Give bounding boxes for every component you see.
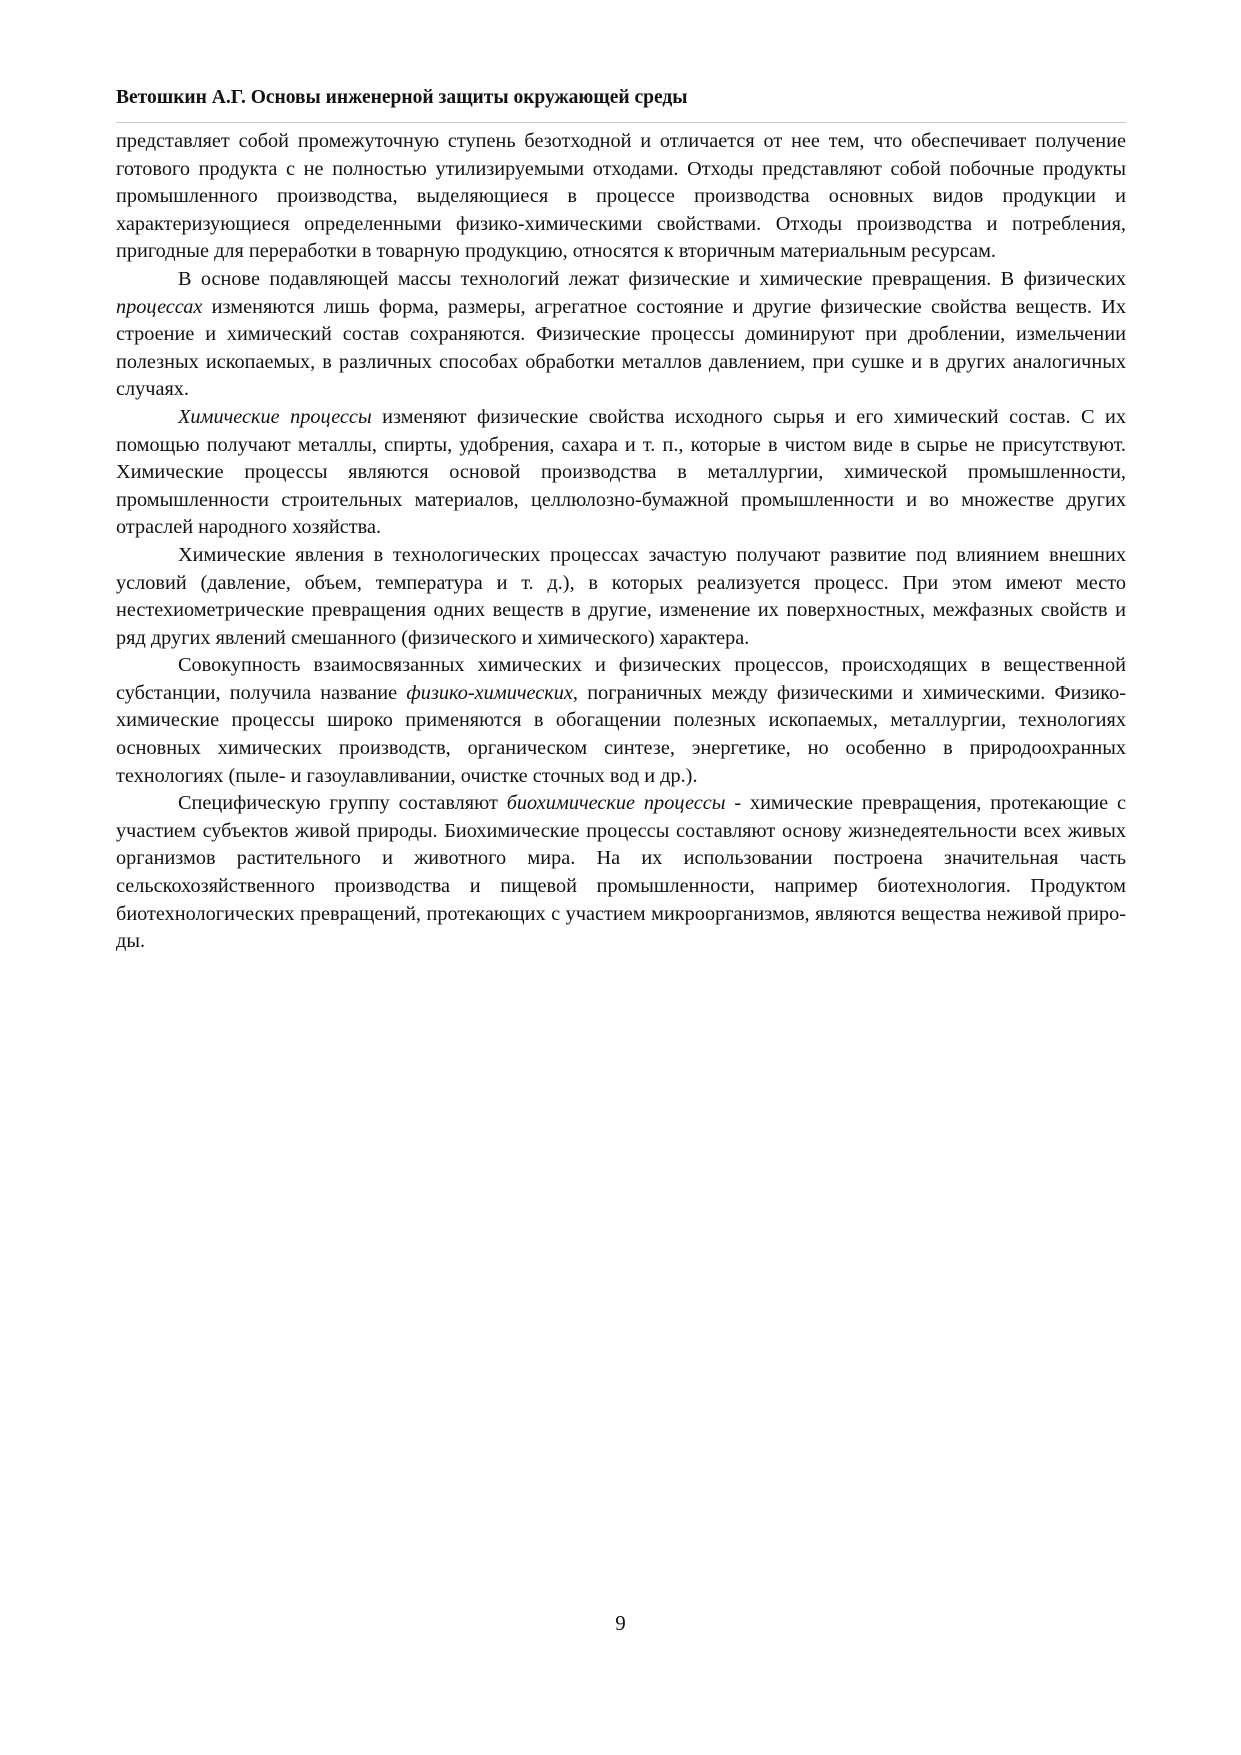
text-segment: изменяют физические свойства исходного сырья и его химический состав. С их помощью получают металлы, спирты, удобрения, сахара и т. п., которые в чистом виде в сырье не присутствуют. Химические процессы являются основой производства в металлургии, химической промышленности, промышленности строительных материалов, целлюлозно-бумажной промышленности и во множестве других отраслей народного хозяйства. <box>116 405 1127 539</box>
paragraph <box>116 266 1126 404</box>
text-segment: В основе подавляющей массы технологий лежат физические и химические превращения. В физических <box>178 267 1126 290</box>
italic-term: физико-химических <box>406 681 573 704</box>
italic-term: процессах <box>116 295 203 318</box>
paragraph <box>116 652 1126 790</box>
paragraph <box>116 128 1126 266</box>
running-header: Ветошкин А.Г. Основы инженерной защиты окружающей среды <box>116 87 688 108</box>
text-segment: Совокупность взаимосвязанных химических и физических процессов, происходящих в вещественной субстанции, получила название <box>116 654 1126 704</box>
paragraph <box>116 790 1126 956</box>
text-segment: Химические явления в технологических процессах зачастую получают развитие под влиянием внешних условий (давление, объем, температура и т. д.), в которых реализуется процесс. При этом имеют место нестехиометрические превращения одних веществ в другие, изменение их поверхностных, межфазных свойств и ряд других явлений смешанного (физического и химического) характера. <box>116 543 1126 649</box>
body-text <box>116 128 1126 956</box>
italic-term: Химические процессы <box>178 405 372 428</box>
text-segment: представляет собой промежуточную ступень безотходной и отличается от нее тем, что обеспечивает получение готового продукта с не полностью утилизируемыми отходами. Отходы представляют собой побочные продукты промышленного производства, выделяющиеся в процессе производства основных видов продукции и характеризующиеся определенными физико-химическими свойствами. Отходы производства и потребления, пригодные для переработки в товарную продукцию, относятся к вторичным материальным ресурсам. <box>116 130 1126 263</box>
text-segment: - химические превращения, протекающие с участием субъектов живой природы. Биохимические процессы составляют основу жизнедеятельности всех живых организмов растительного и животного мира. На их использовании построена значительная часть сельскохозяйственного производства и пищевой промышленности, например биотехнология. Продуктом биотехнологических превращений, протекающих с участием микроорганизмов, являются вещества неживой природы. <box>116 792 1126 953</box>
paragraph <box>116 542 1126 652</box>
header-divider <box>116 122 1126 123</box>
text-segment: изменяются лишь форма, размеры, агрегатное состояние и другие физические свойства веществ. Их строение и химический состав сохраняются. Физические процессы доминируют при дроблении, измельчении полезных ископаемых, в различных способах обработки металлов давлением, при сушке и в других аналогичных случаях. <box>116 295 1126 401</box>
page-number: 9 <box>615 1611 626 1635</box>
paragraph <box>116 404 1126 542</box>
italic-term: биохимические процессы <box>506 792 726 815</box>
text-segment: Специфическую группу составляют <box>178 792 507 815</box>
text-segment: , пограничных между физическими и химическими. Физико-химические процессы широко применяются в обогащении полезных ископаемых, металлургии, технологиях основных химических производств, органическом синтезе, энергетике, но особенно в природоохранных технологиях (пыле- и газоулавливании, очистке сточных вод и др.). <box>116 681 1126 787</box>
